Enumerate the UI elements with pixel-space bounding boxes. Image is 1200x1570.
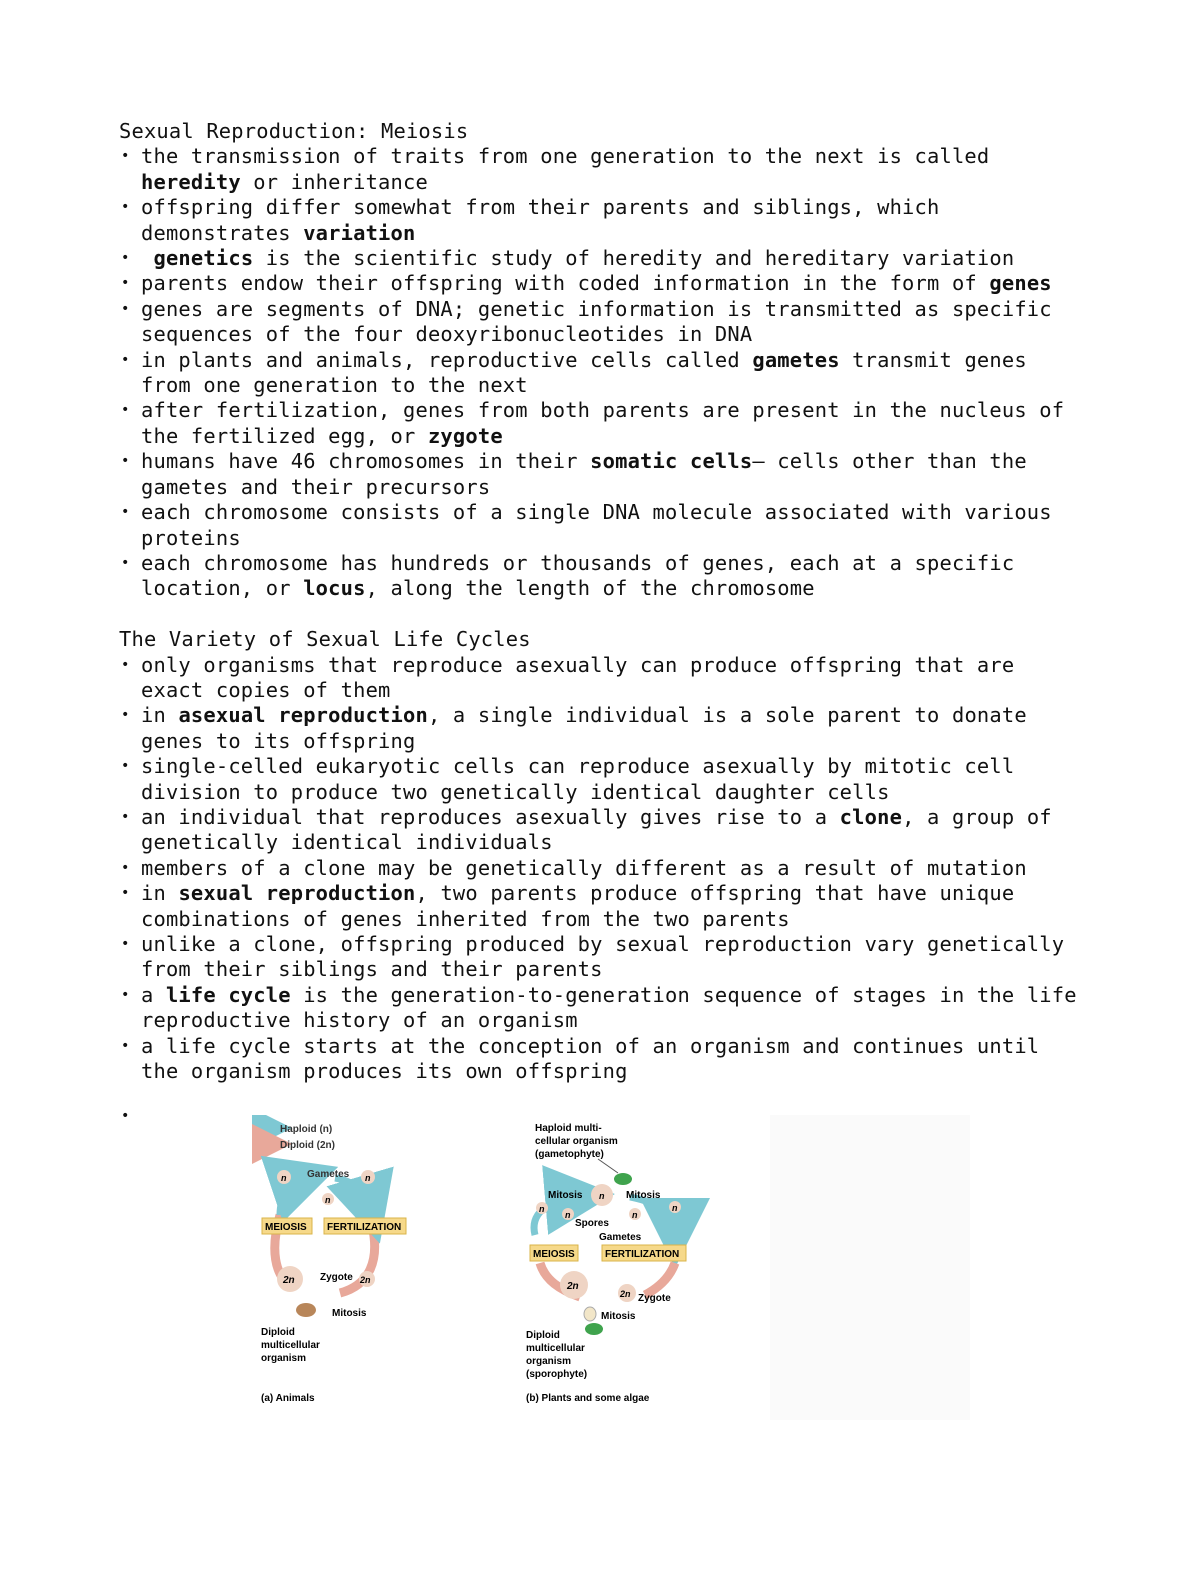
panel-b-n-2: n bbox=[565, 1210, 571, 1220]
bullet-list-meiosis bbox=[119, 144, 1079, 601]
bullet-marker: • bbox=[121, 351, 130, 368]
bold-term: sexual reproduction bbox=[178, 881, 416, 906]
panel-b-fertilization-label: FERTILIZATION bbox=[605, 1249, 680, 1260]
haploid-legend-label: Haploid (n) bbox=[280, 1124, 333, 1135]
bullet-marker: • bbox=[121, 275, 130, 292]
bullet-text: unlike a clone, offspring produced by sexual reproduction vary genetically from their siblings and their parents bbox=[141, 931, 1077, 982]
bullet-text: in bbox=[141, 881, 179, 906]
life-cycles-bullet-item bbox=[119, 932, 1079, 983]
panel-a-meiosis-label: MEIOSIS bbox=[265, 1222, 307, 1233]
meiosis-bullet-item bbox=[119, 449, 1079, 500]
panel-b-mitosis-left: Mitosis bbox=[548, 1190, 583, 1201]
bullet-marker: • bbox=[121, 554, 130, 571]
panel-b-meiosis-label: MEIOSIS bbox=[533, 1249, 575, 1260]
diploid-legend-label: Diploid (2n) bbox=[280, 1140, 335, 1151]
panel-a-zygote-label: Zygote bbox=[320, 1272, 353, 1283]
bullet-text: , a single individual is a sole parent to donate genes to its offspring bbox=[141, 703, 1040, 753]
bullet-text bbox=[141, 246, 153, 270]
panel-a-animals bbox=[261, 1169, 406, 1404]
panel-b-n-3: n bbox=[632, 1210, 638, 1220]
legend bbox=[260, 1124, 335, 1151]
bullet-text: , two parents produce offspring that have unique combinations of genes inherited from the two parents bbox=[141, 881, 1027, 931]
panel-b-diploid-line3: organism bbox=[526, 1356, 572, 1367]
life-cycles-bullet-item bbox=[119, 805, 1079, 856]
life-cycles-bullet-item bbox=[119, 881, 1079, 932]
meiosis-bullet-item bbox=[119, 195, 1079, 246]
panel-b-2n-left: 2n bbox=[567, 1281, 579, 1292]
bullet-marker: • bbox=[121, 504, 130, 521]
life-cycle-figure bbox=[250, 1115, 970, 1420]
bullet-marker: • bbox=[121, 199, 130, 216]
bullet-marker: • bbox=[121, 758, 130, 775]
panel-b-haploid-line1: Haploid multi- bbox=[535, 1123, 602, 1134]
bullet-marker: • bbox=[121, 935, 130, 952]
bullet-text: or inheritance bbox=[240, 169, 428, 194]
panel-a-fertilization-label: FERTILIZATION bbox=[327, 1222, 402, 1233]
bullet-text: transmit genes from one generation to the next bbox=[141, 347, 1040, 398]
panel-a-gametes-label: Gametes bbox=[307, 1169, 350, 1180]
meiosis-bullet-item bbox=[119, 144, 1079, 195]
panel-b-diploid-line4: (sporophyte) bbox=[526, 1369, 588, 1380]
panel-b-haploid-line2: cellular organism bbox=[535, 1136, 618, 1147]
meiosis-bullet-item bbox=[119, 271, 1079, 296]
panel-b-diploid-arc-right bbox=[645, 1263, 675, 1295]
bold-term: genes bbox=[989, 271, 1052, 296]
bullet-text: is the scientific study of heredity and hereditary variation bbox=[253, 246, 1015, 271]
bullet-marker: • bbox=[121, 986, 130, 1003]
life-cycles-bullet-item bbox=[119, 1034, 1079, 1085]
bold-term: zygote bbox=[427, 423, 503, 448]
bullet-text: , along the length of the chromosome bbox=[365, 576, 815, 601]
bullet-marker: • bbox=[121, 707, 130, 724]
document-body bbox=[119, 119, 1090, 1084]
section-title-life-cycles: The Variety of Sexual Life Cycles bbox=[119, 627, 531, 652]
bold-term: clone bbox=[839, 804, 903, 829]
life-cycles-bullet-item bbox=[119, 982, 1090, 1034]
bold-term: variation bbox=[303, 220, 416, 245]
bullet-text: only organisms that reproduce asexually can produce offspring that are exact copies of them bbox=[141, 652, 1027, 702]
bullet-marker: • bbox=[121, 1037, 130, 1054]
bullet-marker: • bbox=[121, 148, 130, 165]
life-cycles-bullet-item bbox=[119, 754, 1079, 805]
bullet-text: the transmission of traits from one generation to the next is called bbox=[141, 144, 1002, 169]
panel-b-n-1: n bbox=[539, 1204, 545, 1214]
panel-b-mitosis-bottom: Mitosis bbox=[601, 1311, 636, 1322]
panel-a-mitosis-label: Mitosis bbox=[332, 1308, 367, 1319]
meiosis-bullet-item bbox=[119, 246, 1079, 271]
panel-b-moss-icon bbox=[614, 1173, 632, 1185]
panel-b-diploid-line1: Diploid bbox=[526, 1330, 560, 1341]
bullet-text: genes are segments of DNA; genetic information is transmitted as specific sequences of the four deoxyribonucleotides in DNA bbox=[141, 296, 1065, 347]
bullet-text: each chromosome consists of a single DNA molecule associated with various proteins bbox=[141, 500, 1065, 550]
panel-b-n-4: n bbox=[672, 1203, 678, 1213]
bold-term: somatic cells bbox=[590, 449, 753, 474]
panel-a-2n-right: 2n bbox=[360, 1275, 371, 1285]
bullet-text: – cells other than the gametes and their precursors bbox=[141, 449, 1040, 499]
panel-b-gametes-label: Gametes bbox=[599, 1232, 642, 1243]
meiosis-bullet-item bbox=[119, 297, 1079, 348]
bullet-marker: • bbox=[121, 300, 130, 317]
panel-b-caption: (b) Plants and some algae bbox=[526, 1393, 650, 1404]
panel-a-caption: (a) Animals bbox=[261, 1393, 315, 1404]
panel-a-organism-line2: multicellular bbox=[261, 1340, 320, 1351]
bullet-text: after fertilization, genes from both parents are present in the nucleus of the fertilized egg, or bbox=[141, 398, 1077, 448]
empty-bullet: • bbox=[121, 1108, 130, 1124]
panel-b-mitosis-right: Mitosis bbox=[626, 1190, 661, 1201]
bullet-marker: • bbox=[121, 859, 130, 876]
bullet-text: single-celled eukaryotic cells can reproduce asexually by mitotic cell division to produce two genetically identical daughter cells bbox=[141, 754, 1027, 804]
meiosis-bullet-item bbox=[119, 551, 1079, 602]
panel-a-n-left: n bbox=[281, 1173, 287, 1183]
panel-b-leader-line bbox=[598, 1159, 618, 1173]
meiosis-bullet-item bbox=[119, 500, 1079, 551]
panel-b-n-top: n bbox=[599, 1191, 605, 1201]
meiosis-bullet-item bbox=[119, 348, 1079, 399]
figure-panel-c-background bbox=[770, 1115, 970, 1420]
bold-term: life cycle bbox=[165, 982, 291, 1007]
panel-b-haploid-line3: (gametophyte) bbox=[535, 1149, 604, 1160]
panel-b-diploid-line2: multicellular bbox=[526, 1343, 585, 1354]
bold-term: heredity bbox=[141, 169, 241, 194]
bullet-text: parents endow their offspring with coded information in the form of bbox=[141, 271, 990, 296]
bullet-marker: • bbox=[121, 453, 130, 470]
bullet-marker: • bbox=[121, 885, 130, 902]
bullet-marker: • bbox=[121, 656, 130, 673]
bullet-text: a bbox=[141, 982, 166, 1007]
life-cycles-bullet-item bbox=[119, 856, 1079, 881]
panel-b-sporophyte-icon bbox=[585, 1323, 603, 1335]
bullet-list-life-cycles bbox=[119, 652, 1090, 1085]
panel-b-seedling-icon bbox=[584, 1307, 596, 1321]
mouse-icon bbox=[296, 1303, 316, 1317]
bold-term: genetics bbox=[153, 246, 254, 271]
bold-term: locus bbox=[303, 576, 366, 601]
bullet-text: in bbox=[141, 703, 179, 728]
panel-a-n-right: n bbox=[365, 1173, 371, 1183]
panel-a-2n-left: 2n bbox=[283, 1275, 295, 1286]
bullet-text: in plants and animals, reproductive cells called bbox=[141, 347, 753, 372]
panel-b-spores-label: Spores bbox=[575, 1218, 609, 1229]
bullet-text: , a group of genetically identical individuals bbox=[141, 804, 1065, 855]
bullet-marker: • bbox=[121, 250, 130, 267]
bullet-text: is the generation-to-generation sequence of stages in the life reproductive history of an organism bbox=[141, 982, 1090, 1033]
bold-term: asexual reproduction bbox=[178, 703, 428, 728]
bullet-text: humans have 46 chromosomes in their bbox=[141, 449, 591, 474]
panel-b-zygote-label: Zygote bbox=[638, 1293, 671, 1304]
bullet-text: an individual that reproduces asexually gives rise to a bbox=[141, 804, 840, 829]
bullet-text: members of a clone may be genetically different as a result of mutation bbox=[141, 855, 1027, 880]
meiosis-bullet-item bbox=[119, 398, 1079, 449]
bullet-marker: • bbox=[121, 402, 130, 419]
panel-b-plants bbox=[526, 1123, 686, 1404]
bullet-text: each chromosome has hundreds or thousands of genes, each at a specific location, or bbox=[141, 550, 1027, 601]
bullet-text: offspring differ somewhat from their parents and siblings, which demonstrates bbox=[141, 195, 952, 245]
panel-a-n-mid: n bbox=[325, 1195, 331, 1205]
panel-b-2n-right: 2n bbox=[620, 1289, 631, 1299]
section-title-meiosis: Sexual Reproduction: Meiosis bbox=[119, 119, 469, 143]
bold-term: gametes bbox=[752, 347, 840, 372]
panel-a-organism-line3: organism bbox=[261, 1353, 307, 1364]
bullet-marker: • bbox=[121, 808, 130, 825]
bullet-text: a life cycle starts at the conception of an organism and continues until the organism produces its own offspring bbox=[141, 1033, 1052, 1084]
life-cycles-bullet-item bbox=[119, 703, 1079, 754]
panel-a-organism-line1: Diploid bbox=[261, 1327, 295, 1338]
life-cycles-bullet-item bbox=[119, 653, 1079, 704]
